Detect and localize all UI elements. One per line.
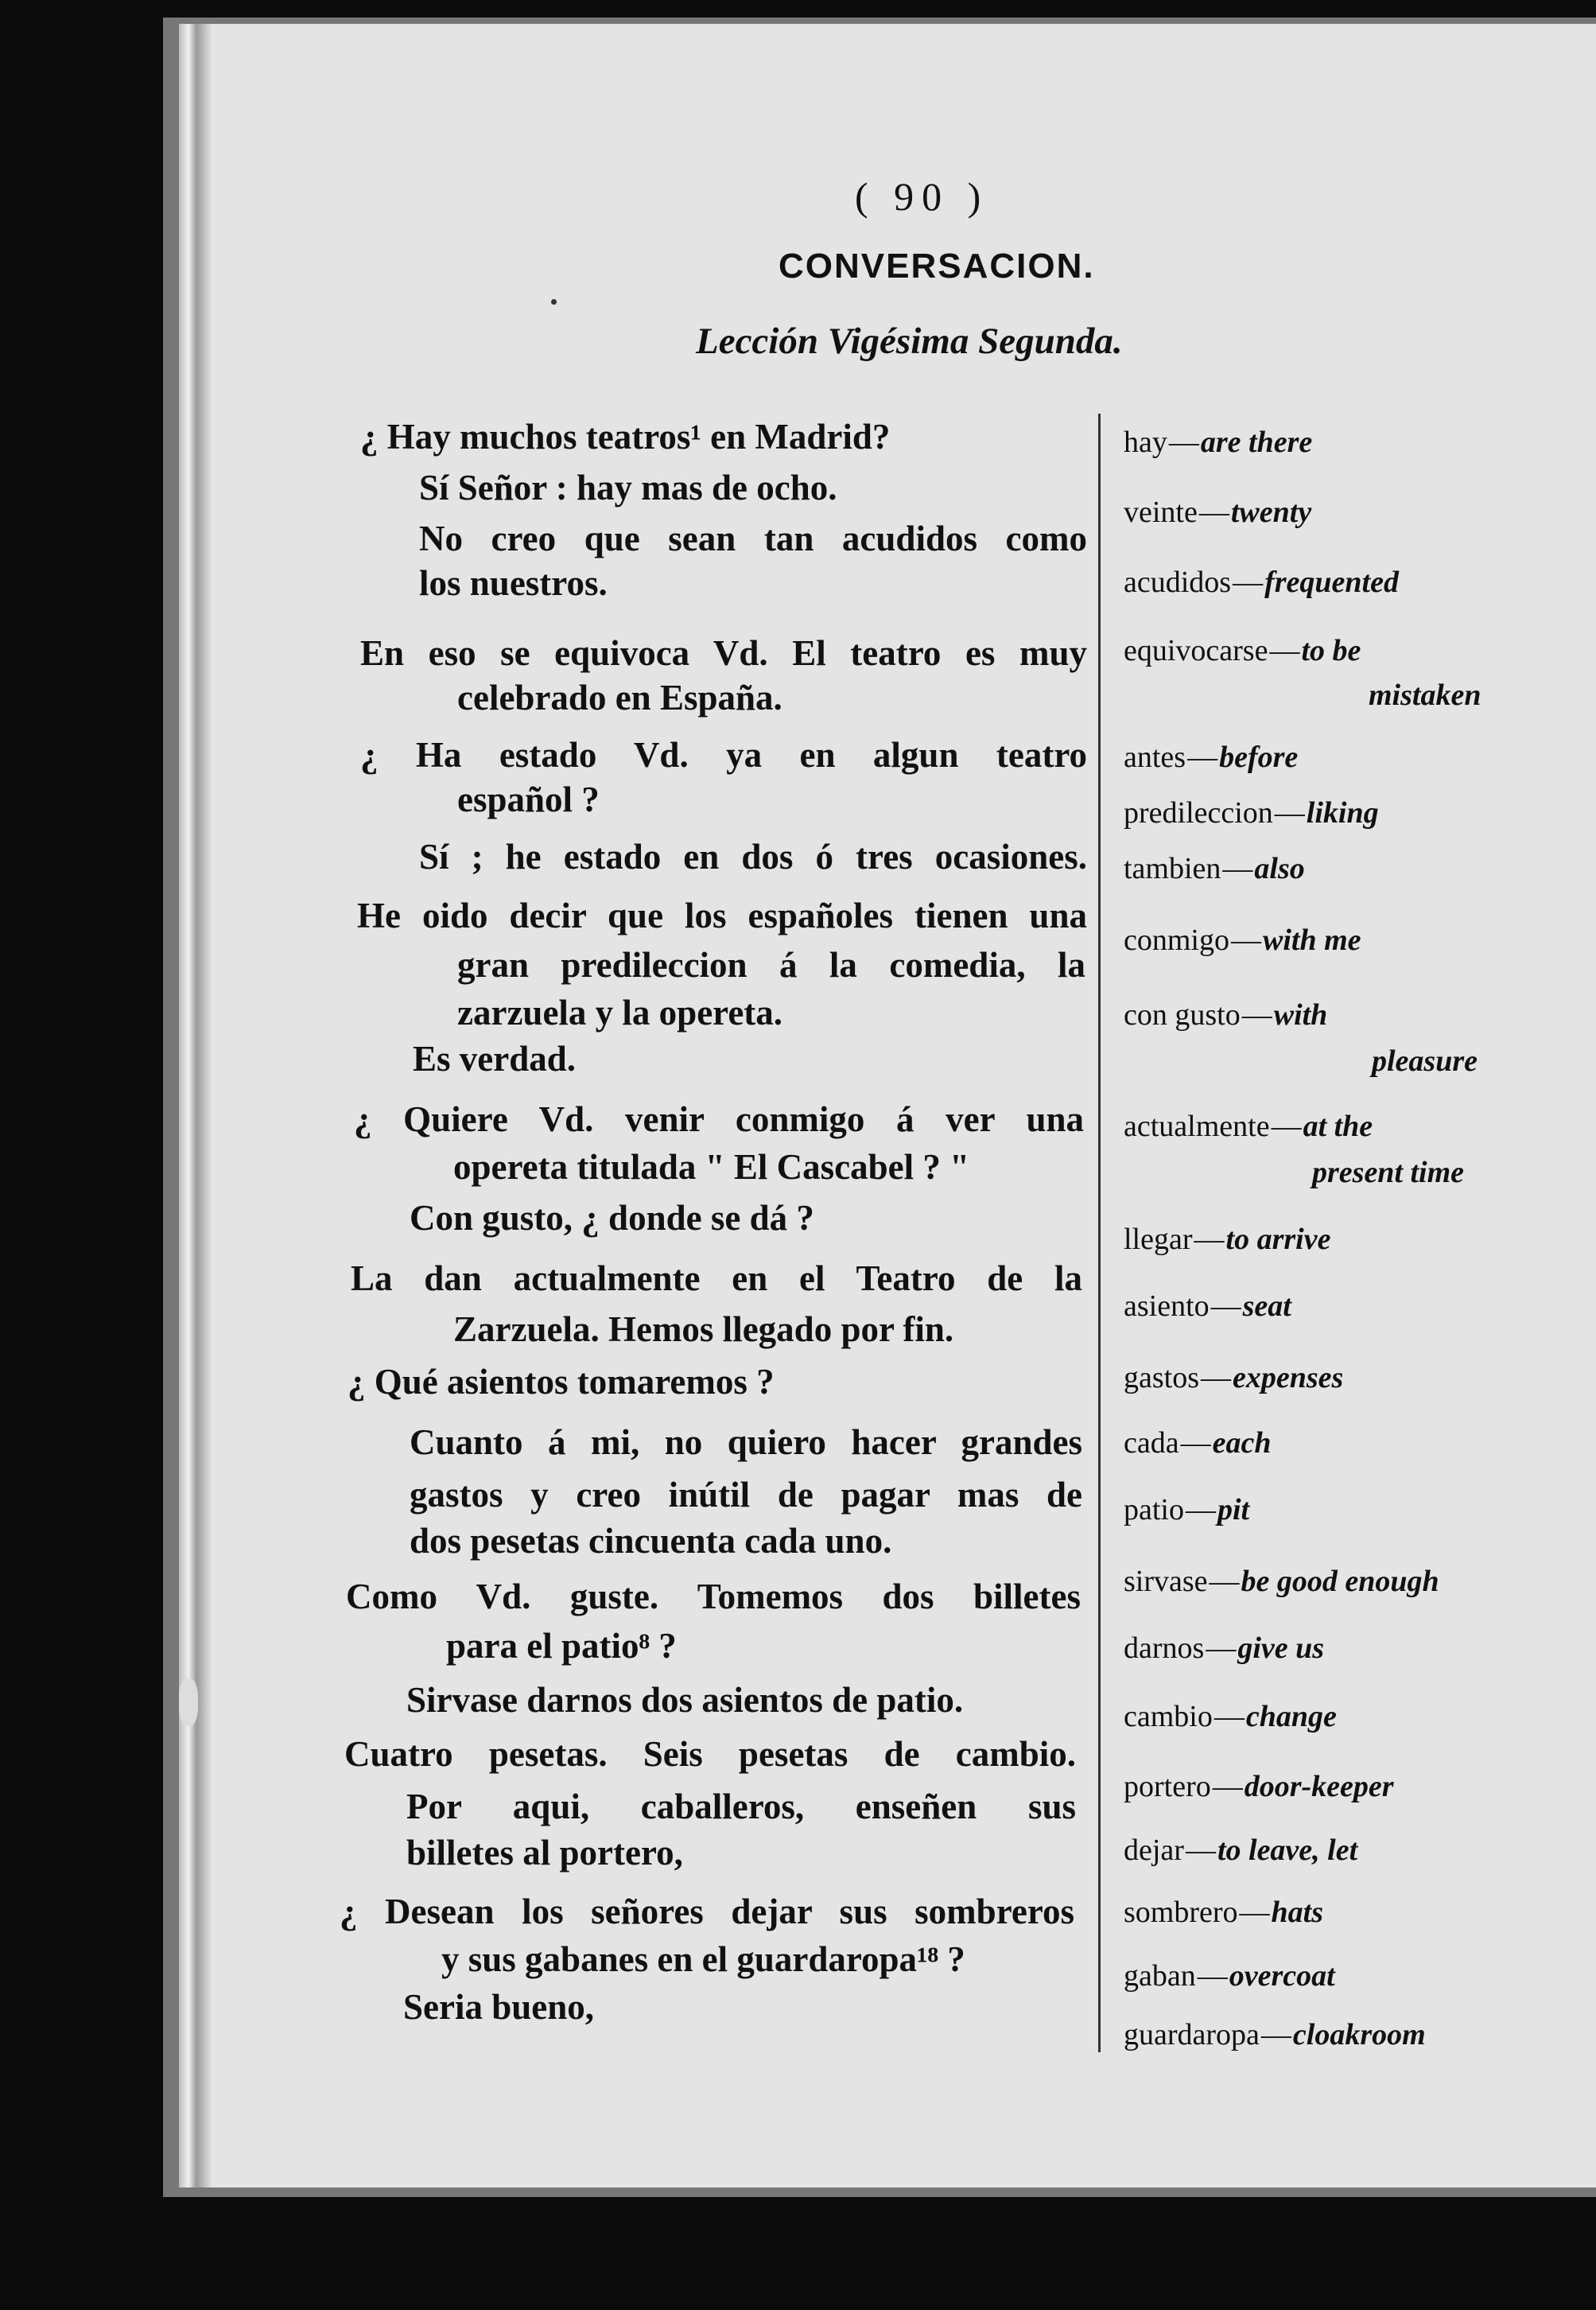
vocab-entry (1124, 565, 1399, 600)
vocab-entry (1124, 1492, 1249, 1527)
vocab-english: be good enough (1241, 1565, 1439, 1598)
vocab-dash: — (1212, 1770, 1243, 1803)
vocab-entry (1124, 1833, 1357, 1868)
vocab-entry (1124, 1895, 1323, 1930)
vocab-spanish: asiento (1124, 1289, 1210, 1323)
vocab-english: with (1273, 998, 1328, 1032)
vocab-entry (1124, 1958, 1335, 1993)
dialogue-line: gastos y creo inútil de pagar mas de (410, 1475, 1082, 1515)
vocab-english: liking (1306, 796, 1379, 830)
vocab-dash: — (1222, 852, 1253, 885)
dialogue-line: billetes al portero, (406, 1833, 683, 1872)
lesson-title: Lección Vigésima Segunda. (696, 321, 1123, 362)
vocab-spanish: equivocarse (1124, 634, 1268, 667)
vocab-english-continued: pleasure (1372, 1044, 1478, 1078)
dialogue-line: ¿ Ha estado Vd. ya en algun teatro (360, 735, 1087, 775)
vocab-english: change (1245, 1700, 1337, 1733)
dialogue-line: Por aqui, caballeros, enseñen sus (406, 1787, 1076, 1826)
vocab-spanish: conmigo (1124, 924, 1229, 957)
vocab-entry (1124, 1769, 1394, 1804)
vocab-dash: — (1214, 1700, 1245, 1733)
vocab-english: seat (1242, 1289, 1291, 1323)
vocab-english: twenty (1230, 496, 1312, 529)
vocab-spanish: actualmente (1124, 1110, 1270, 1143)
vocab-spanish: llegar (1124, 1223, 1193, 1256)
vocab-entry (1124, 495, 1311, 530)
vocab-dash: — (1260, 2018, 1291, 2051)
vocab-dash: — (1206, 1631, 1237, 1665)
vocab-english: frequented (1264, 566, 1399, 599)
page-number: ( 90 ) (855, 174, 989, 219)
dialogue-line: Con gusto, ¿ donde se dá ? (410, 1198, 814, 1238)
dialogue-line: ¿ Qué asientos tomaremos ? (348, 1362, 775, 1402)
page-binding (179, 24, 211, 2188)
dialogue-line: y sus gabanes en el guardaropa¹⁸ ? (441, 1939, 965, 1979)
vocab-english: pit (1217, 1493, 1250, 1526)
vocab-english: expenses (1233, 1361, 1344, 1394)
dialogue-line: zarzuela y la opereta. (457, 993, 783, 1032)
vocab-entry (1124, 1109, 1373, 1144)
vocab-dash: — (1210, 1289, 1241, 1323)
dialogue-line: Zarzuela. Hemos llegado por fin. (453, 1309, 954, 1349)
dialogue-line: dos pesetas cincuenta cada uno. (410, 1521, 892, 1561)
vocab-entry (1124, 1631, 1324, 1666)
vocab-english: hats (1271, 1896, 1324, 1929)
dialogue-line: La dan actualmente en el Teatro de la (351, 1258, 1082, 1298)
vocab-english: to be (1301, 634, 1361, 667)
vocab-spanish: acudidos (1124, 566, 1232, 599)
vocab-entry (1124, 998, 1327, 1032)
vocab-spanish: cada (1124, 1426, 1179, 1460)
vocab-spanish: tambien (1124, 852, 1221, 885)
vocab-english: overcoat (1229, 1959, 1335, 1993)
dialogue-line: Sí Señor : hay mas de ocho. (419, 468, 837, 508)
vocab-spanish: guardaropa (1124, 2018, 1260, 2051)
vocab-dash: — (1269, 634, 1300, 667)
vocab-entry (1124, 2017, 1426, 2052)
vocab-english: door-keeper (1244, 1770, 1394, 1803)
vocab-spanish: con gusto (1124, 998, 1241, 1032)
vocab-entry (1124, 1425, 1271, 1460)
vocab-dash: — (1274, 796, 1305, 830)
vocab-spanish: darnos (1124, 1631, 1205, 1665)
vocab-entry (1124, 795, 1379, 830)
vocab-english-continued: mistaken (1369, 679, 1481, 712)
vocab-english-continued: present time (1312, 1156, 1465, 1189)
vocab-dash: — (1201, 1361, 1231, 1394)
vocab-english: cloakroom (1292, 2018, 1426, 2051)
vocab-spanish: hay (1124, 426, 1167, 459)
vocab-entry (1124, 1289, 1291, 1324)
vocab-english: with me (1262, 924, 1361, 957)
dialogue-line: para el patio⁸ ? (446, 1626, 677, 1666)
vocab-entry (1124, 1360, 1343, 1395)
vocab-dash: — (1197, 1959, 1228, 1993)
vocab-english: give us (1237, 1631, 1325, 1665)
vocab-english: to arrive (1225, 1223, 1331, 1256)
dialogue-line: los nuestros. (419, 563, 608, 603)
vocab-english: are there (1200, 426, 1313, 459)
vocab-dash: — (1194, 1223, 1225, 1256)
vocab-entry (1124, 1699, 1337, 1734)
dialogue-line: Sirvase darnos dos asientos de patio. (406, 1680, 964, 1720)
vocab-dash: — (1239, 1896, 1270, 1929)
vocab-spanish: antes (1124, 741, 1186, 774)
vocab-spanish: sirvase (1124, 1565, 1208, 1598)
vocab-dash: — (1187, 741, 1218, 774)
vocab-spanish: cambio (1124, 1700, 1213, 1733)
dialogue-line: Cuanto á mi, no quiero hacer grandes (410, 1422, 1082, 1462)
dialogue-line: Es verdad. (413, 1039, 577, 1079)
vocab-spanish: gaban (1124, 1959, 1196, 1993)
vocab-entry (1124, 1564, 1439, 1599)
vocab-entry (1124, 633, 1361, 668)
vocab-spanish: veinte (1124, 496, 1198, 529)
vocab-entry (1124, 1222, 1330, 1257)
page-speck (179, 1678, 198, 1726)
vocab-dash: — (1230, 924, 1261, 957)
vocab-spanish: gastos (1124, 1361, 1199, 1394)
vocab-english: also (1254, 852, 1305, 885)
dialogue-line: ¿ Desean los señores dejar sus sombreros (340, 1892, 1074, 1931)
vocab-english: to leave, let (1217, 1834, 1358, 1867)
dialogue-line: No creo que sean tan acudidos como (419, 519, 1087, 558)
vocab-entry (1124, 425, 1312, 460)
vocab-dash: — (1180, 1426, 1211, 1460)
dialogue-line: ¿ Quiere Vd. venir conmigo á ver una (354, 1099, 1084, 1139)
dialogue-line: opereta titulada " El Cascabel ? " (453, 1147, 970, 1187)
dialogue-line: español ? (457, 780, 600, 819)
dialogue-line: Sí ; he estado en dos ó tres ocasiones. (419, 837, 1087, 877)
vocab-spanish: portero (1124, 1770, 1211, 1803)
dialogue-line: ¿ Hay muchos teatros¹ en Madrid? (360, 417, 891, 457)
vocab-english: each (1212, 1426, 1272, 1460)
dialogue-line: En eso se equivoca Vd. El teatro es muy (360, 633, 1087, 673)
vocab-spanish: patio (1124, 1493, 1184, 1526)
vocab-dash: — (1185, 1834, 1216, 1867)
vocab-dash: — (1233, 566, 1264, 599)
vocab-english: at the (1303, 1110, 1373, 1143)
dialogue-line: Cuatro pesetas. Seis pesetas de cambio. (344, 1734, 1076, 1774)
dialogue-line: Seria bueno, (403, 1987, 595, 2027)
vocab-dash: — (1168, 426, 1199, 459)
vocab-dash: — (1209, 1565, 1240, 1598)
vocab-spanish: sombrero (1124, 1896, 1238, 1929)
vocab-spanish: predileccion (1124, 796, 1273, 830)
vocab-english: before (1219, 741, 1299, 774)
vocab-entry (1124, 923, 1361, 958)
vocab-entry (1124, 740, 1298, 775)
dialogue-line: Como Vd. guste. Tomemos dos billetes (346, 1577, 1081, 1616)
dialogue-line: celebrado en España. (457, 678, 782, 718)
book-page (179, 24, 1596, 2188)
dialogue-line: gran predileccion á la comedia, la (457, 945, 1085, 985)
column-divider (1098, 414, 1101, 2052)
vocab-entry (1124, 851, 1305, 886)
section-heading: CONVERSACION. (779, 247, 1095, 286)
dialogue-line: He oido decir que los españoles tienen una (357, 896, 1087, 935)
vocab-dash: — (1271, 1110, 1302, 1143)
vocab-spanish: dejar (1124, 1834, 1184, 1867)
vocab-dash: — (1185, 1493, 1216, 1526)
ink-dot (551, 299, 557, 305)
vocab-dash: — (1241, 998, 1272, 1032)
vocab-dash: — (1198, 496, 1229, 529)
